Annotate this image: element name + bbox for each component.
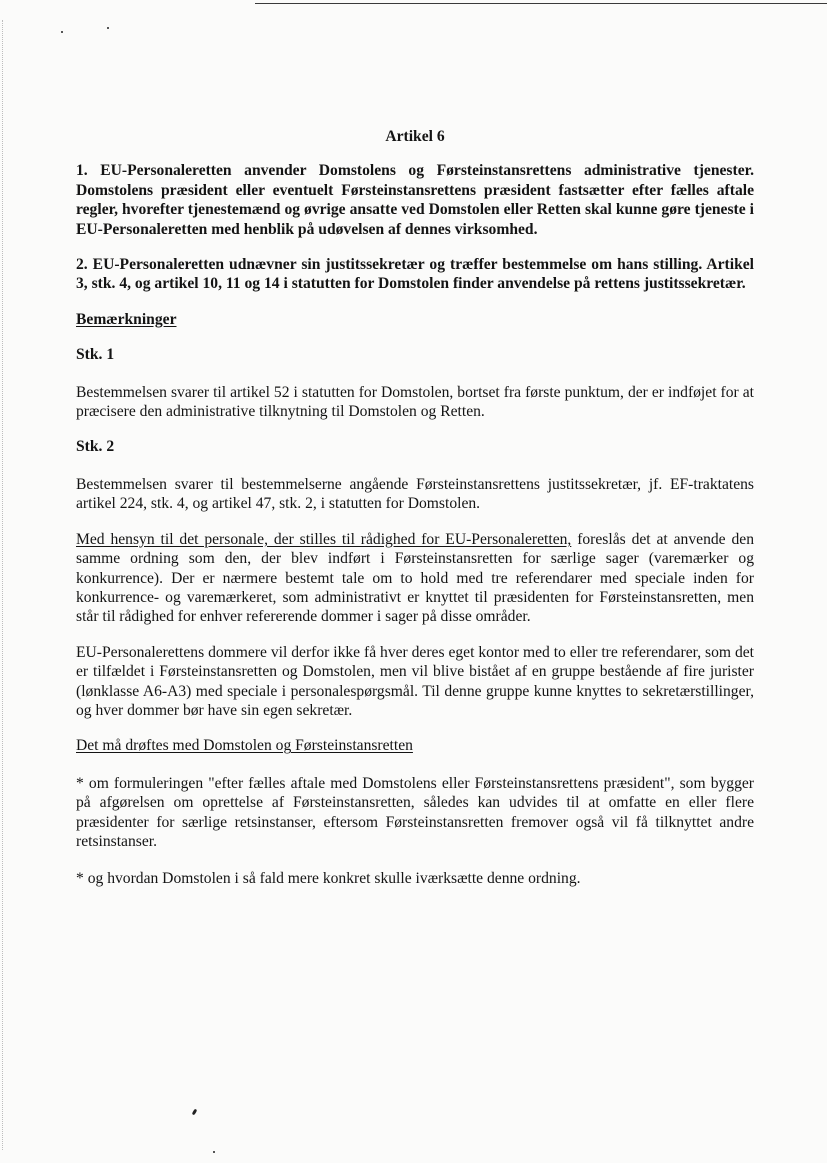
scan-edge-line [255,3,827,4]
staff-underlined-phrase: Med hensyn til det personale, der stilles til rådighed for EU-Personaleretten, [76,530,572,548]
staff-paragraph-rest: foreslås det at anvende den samme ordning som den, der blev indført i Førsteinstansretten for særlige sager (varemærker og konkurrence). Der er nærmere bestemt tale om to hold med tre referendarer med speciale inden for konkurrence- og varemærkeret, som administrativt er knyttet til præsidenten for Førsteinstansretten, men står til rådighed for enhver refererende dommer i sager på disse områder. [76,530,754,626]
scan-edge-left [2,20,3,1150]
scan-speck [61,31,63,33]
discussion-heading: Det må drøftes med Domstolen og Førsteinstansretten [76,737,413,755]
article-paragraph-2: 2. EU-Personaleretten udnævner sin justitssekretær og træffer bestemmelse om hans stilling. Artikel 3, stk. 4, og artikel 10, 11 og 14 i statutten for Domstolen finder anvendelse på rettens justitssekretær. [76,256,754,293]
scan-speck [192,1109,198,1116]
stk2-heading: Stk. 2 [76,438,115,456]
bullet-item-1: * om formuleringen "efter fælles aftale med Domstolens eller Førsteinstansrettens præsident", som bygger på afgørelsen om oprettelse af Førsteinstansretten, således kan udvides til at omfatte en eller flere præsidenter for særlige retsinstanser, eftersom Førsteinstansretten fremover også vil få tilknyttet andre retsinstanser. [76,774,754,850]
article-paragraph-1: 1. EU-Personaleretten anvender Domstolens og Førsteinstansrettens administrative tjenester. Domstolens præsident eller eventuelt Førsteinstansrettens præsident fastsætter efter fælles aftale regler, hvorefter tjenestemænd og øvrige ansatte ved Domstolen eller Retten skal kunne gøre tjeneste i EU-Personaleretten med henblik på udøvelsen af dennes virksomhed. [76,162,754,238]
judges-paragraph: EU-Personalerettens dommere vil derfor ikke få hver deres eget kontor med to eller tre referendarer, som det er tilfældet i Førsteinstansretten og Domstolen, men vil blive bistået af en gruppe bestående af fire jurister (lønklasse A6-A3) med speciale i personalespørgsmål. Til denne gruppe kunne knyttes to sekretærstillinger, og hver dommer bør have sin egen sekretær. [76,643,754,719]
scan-speck [107,27,109,29]
article-title: Artikel 6 [385,128,445,145]
stk1-heading: Stk. 1 [76,346,115,364]
bullet-item-2: * og hvordan Domstolen i så fald mere konkret skulle iværksætte denne ordning. [76,870,581,888]
document-body [76,127,754,889]
scan-speck [213,1151,215,1153]
stk2-text: Bestemmelsen svarer til bestemmelserne angående Førsteinstansrettens justitssekretær, jf. EF-traktatens artikel 224, stk. 4, og artikel 47, stk. 2, i statutten for Domstolen. [76,475,754,513]
remarks-heading: Bemærkninger [76,310,177,328]
stk1-text: Bestemmelsen svarer til artikel 52 i statutten for Domstolen, bortset fra første punktum, der er indføjet for at præcisere den administrative tilknytning til Domstolen og Retten. [76,383,754,421]
staff-paragraph [76,530,754,627]
